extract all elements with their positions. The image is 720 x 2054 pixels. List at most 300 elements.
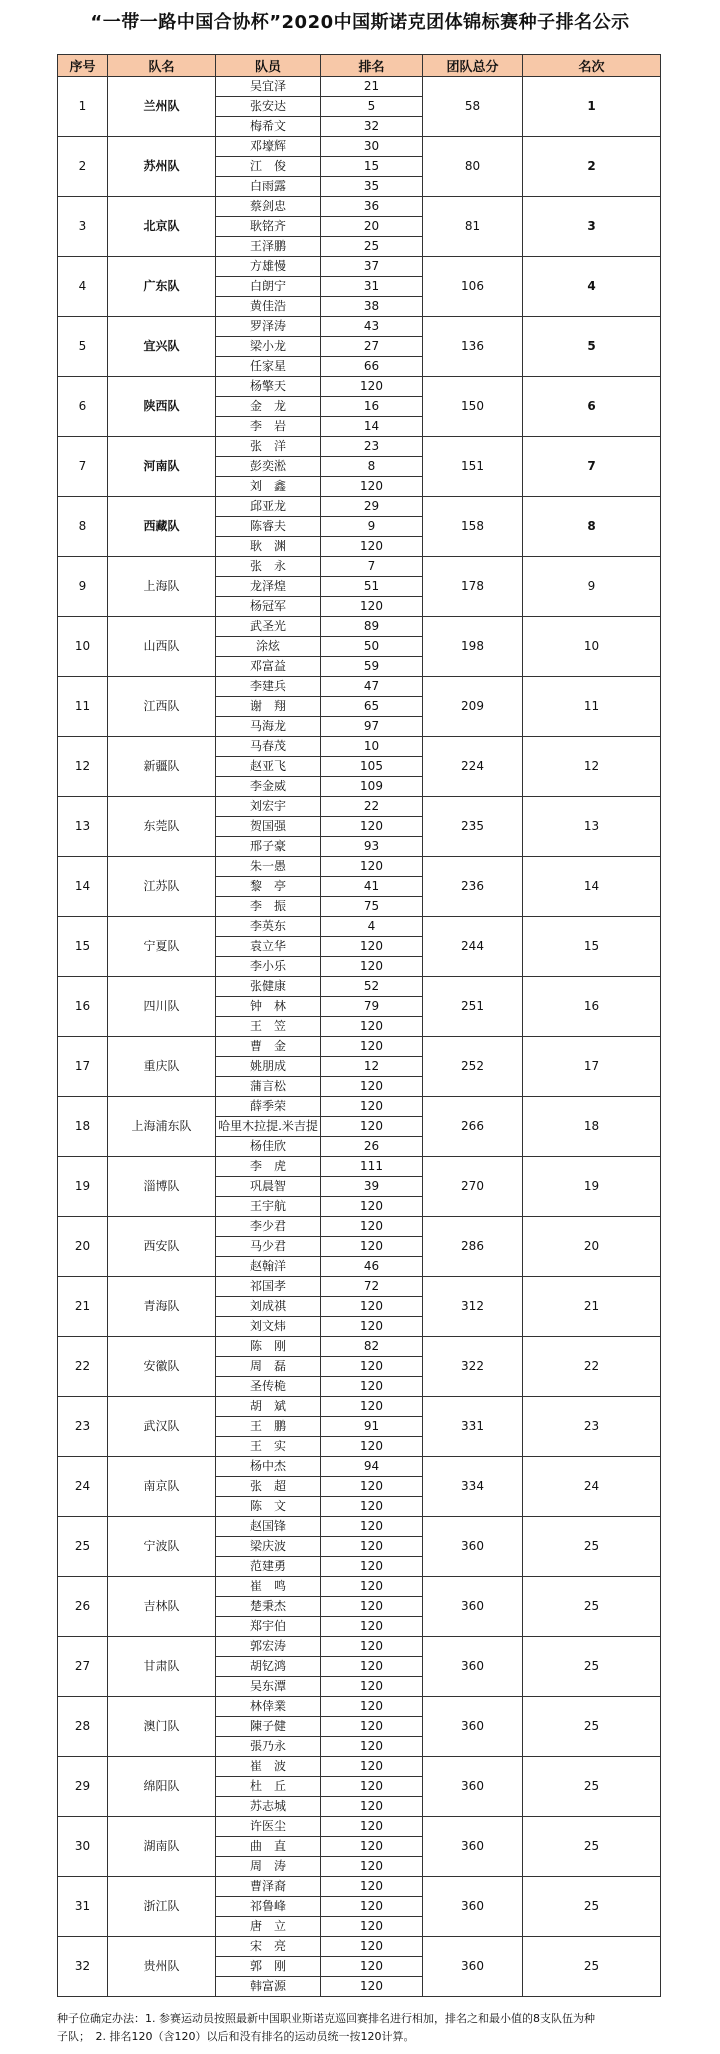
member-rank-cell: 120 bbox=[321, 857, 423, 877]
member-rank-cell: 75 bbox=[321, 897, 423, 917]
team-number-cell: 24 bbox=[58, 1457, 108, 1517]
team-number-cell: 20 bbox=[58, 1217, 108, 1277]
team-number-cell: 3 bbox=[58, 197, 108, 257]
table-row bbox=[58, 77, 661, 97]
team-place-cell: 1 bbox=[523, 77, 661, 137]
member-name-cell: 贺国强 bbox=[216, 817, 321, 837]
team-total-cell: 251 bbox=[423, 977, 523, 1037]
table-row bbox=[58, 917, 661, 937]
team-name-cell: 上海浦东队 bbox=[108, 1097, 216, 1157]
member-rank-cell: 120 bbox=[321, 1757, 423, 1777]
member-name-cell: 陈 刚 bbox=[216, 1337, 321, 1357]
team-name-cell: 东莞队 bbox=[108, 797, 216, 857]
team-name-cell: 安徽队 bbox=[108, 1337, 216, 1397]
team-number-cell: 19 bbox=[58, 1157, 108, 1217]
table-row bbox=[58, 617, 661, 637]
team-place-cell: 25 bbox=[523, 1937, 661, 1997]
member-rank-cell: 32 bbox=[321, 117, 423, 137]
member-name-cell: 涂炫 bbox=[216, 637, 321, 657]
member-rank-cell: 14 bbox=[321, 417, 423, 437]
team-total-cell: 266 bbox=[423, 1097, 523, 1157]
member-name-cell: 张 洋 bbox=[216, 437, 321, 457]
member-rank-cell: 120 bbox=[321, 1717, 423, 1737]
member-rank-cell: 38 bbox=[321, 297, 423, 317]
table-row bbox=[58, 1817, 661, 1837]
member-rank-cell: 120 bbox=[321, 1557, 423, 1577]
team-number-cell: 29 bbox=[58, 1757, 108, 1817]
team-total-cell: 360 bbox=[423, 1637, 523, 1697]
member-rank-cell: 10 bbox=[321, 737, 423, 757]
member-name-cell: 胡 斌 bbox=[216, 1397, 321, 1417]
member-rank-cell: 120 bbox=[321, 537, 423, 557]
member-name-cell: 郭宏涛 bbox=[216, 1637, 321, 1657]
team-total-cell: 360 bbox=[423, 1937, 523, 1997]
member-name-cell: 林倖業 bbox=[216, 1697, 321, 1717]
team-number-cell: 25 bbox=[58, 1517, 108, 1577]
team-name-cell: 江苏队 bbox=[108, 857, 216, 917]
member-name-cell: 王 笠 bbox=[216, 1017, 321, 1037]
member-name-cell: 刘成祺 bbox=[216, 1297, 321, 1317]
team-name-cell: 兰州队 bbox=[108, 77, 216, 137]
member-rank-cell: 43 bbox=[321, 317, 423, 337]
team-total-cell: 360 bbox=[423, 1577, 523, 1637]
team-total-cell: 322 bbox=[423, 1337, 523, 1397]
team-total-cell: 236 bbox=[423, 857, 523, 917]
team-number-cell: 7 bbox=[58, 437, 108, 497]
member-rank-cell: 120 bbox=[321, 817, 423, 837]
team-place-cell: 15 bbox=[523, 917, 661, 977]
member-name-cell: 邓富益 bbox=[216, 657, 321, 677]
team-name-cell: 青海队 bbox=[108, 1277, 216, 1337]
team-number-cell: 14 bbox=[58, 857, 108, 917]
team-place-cell: 4 bbox=[523, 257, 661, 317]
seed-ranking-table bbox=[57, 54, 661, 1997]
team-number-cell: 23 bbox=[58, 1397, 108, 1457]
team-number-cell: 27 bbox=[58, 1637, 108, 1697]
member-name-cell: 曹泽裔 bbox=[216, 1877, 321, 1897]
member-rank-cell: 120 bbox=[321, 477, 423, 497]
member-rank-cell: 120 bbox=[321, 1577, 423, 1597]
member-rank-cell: 65 bbox=[321, 697, 423, 717]
member-rank-cell: 109 bbox=[321, 777, 423, 797]
member-name-cell: 蔡剑忠 bbox=[216, 197, 321, 217]
member-rank-cell: 59 bbox=[321, 657, 423, 677]
table-row bbox=[58, 1877, 661, 1897]
team-name-cell: 山西队 bbox=[108, 617, 216, 677]
member-rank-cell: 50 bbox=[321, 637, 423, 657]
member-name-cell: 李 振 bbox=[216, 897, 321, 917]
team-number-cell: 30 bbox=[58, 1817, 108, 1877]
team-name-cell: 北京队 bbox=[108, 197, 216, 257]
member-name-cell: 马海龙 bbox=[216, 717, 321, 737]
member-name-cell: 祁鲁峰 bbox=[216, 1897, 321, 1917]
team-place-cell: 21 bbox=[523, 1277, 661, 1337]
team-total-cell: 158 bbox=[423, 497, 523, 557]
team-number-cell: 15 bbox=[58, 917, 108, 977]
member-name-cell: 崔 波 bbox=[216, 1757, 321, 1777]
member-rank-cell: 52 bbox=[321, 977, 423, 997]
column-header-team: 队名 bbox=[108, 55, 216, 77]
team-name-cell: 新疆队 bbox=[108, 737, 216, 797]
team-place-cell: 25 bbox=[523, 1817, 661, 1877]
team-place-cell: 9 bbox=[523, 557, 661, 617]
team-number-cell: 28 bbox=[58, 1697, 108, 1757]
page-title: “一带一路中国合协杯”2020中国斯诺克团体锦标赛种子排名公示 bbox=[90, 12, 630, 33]
member-rank-cell: 23 bbox=[321, 437, 423, 457]
member-rank-cell: 35 bbox=[321, 177, 423, 197]
member-rank-cell: 82 bbox=[321, 1337, 423, 1357]
member-rank-cell: 120 bbox=[321, 1957, 423, 1977]
member-rank-cell: 25 bbox=[321, 237, 423, 257]
member-rank-cell: 8 bbox=[321, 457, 423, 477]
member-name-cell: 刘 鑫 bbox=[216, 477, 321, 497]
member-name-cell: 梁小龙 bbox=[216, 337, 321, 357]
member-rank-cell: 120 bbox=[321, 1517, 423, 1537]
team-total-cell: 150 bbox=[423, 377, 523, 437]
member-name-cell: 许医尘 bbox=[216, 1817, 321, 1837]
member-rank-cell: 105 bbox=[321, 757, 423, 777]
member-rank-cell: 120 bbox=[321, 1297, 423, 1317]
member-rank-cell: 120 bbox=[321, 1437, 423, 1457]
member-name-cell: 杨擎天 bbox=[216, 377, 321, 397]
member-rank-cell: 120 bbox=[321, 1497, 423, 1517]
member-rank-cell: 27 bbox=[321, 337, 423, 357]
team-name-cell: 河南队 bbox=[108, 437, 216, 497]
member-rank-cell: 20 bbox=[321, 217, 423, 237]
team-total-cell: 360 bbox=[423, 1757, 523, 1817]
team-name-cell: 江西队 bbox=[108, 677, 216, 737]
member-rank-cell: 120 bbox=[321, 1737, 423, 1757]
team-name-cell: 湖南队 bbox=[108, 1817, 216, 1877]
table-row bbox=[58, 1037, 661, 1057]
member-rank-cell: 37 bbox=[321, 257, 423, 277]
member-name-cell: 李建兵 bbox=[216, 677, 321, 697]
footnote-line-2: 子队； 2. 排名120（含120）以后和没有排名的运动员统一按120计算。 bbox=[57, 2030, 415, 2043]
team-place-cell: 14 bbox=[523, 857, 661, 917]
member-name-cell: 李 岩 bbox=[216, 417, 321, 437]
team-total-cell: 58 bbox=[423, 77, 523, 137]
team-number-cell: 9 bbox=[58, 557, 108, 617]
member-rank-cell: 51 bbox=[321, 577, 423, 597]
member-rank-cell: 72 bbox=[321, 1277, 423, 1297]
table-row bbox=[58, 1397, 661, 1417]
team-number-cell: 21 bbox=[58, 1277, 108, 1337]
member-name-cell: 李金威 bbox=[216, 777, 321, 797]
team-place-cell: 8 bbox=[523, 497, 661, 557]
member-rank-cell: 7 bbox=[321, 557, 423, 577]
member-name-cell: 杨佳欣 bbox=[216, 1137, 321, 1157]
member-rank-cell: 120 bbox=[321, 1857, 423, 1877]
team-number-cell: 4 bbox=[58, 257, 108, 317]
table-row bbox=[58, 1517, 661, 1537]
member-name-cell: 周 涛 bbox=[216, 1857, 321, 1877]
member-name-cell: 唐 立 bbox=[216, 1917, 321, 1937]
member-rank-cell: 12 bbox=[321, 1057, 423, 1077]
team-number-cell: 8 bbox=[58, 497, 108, 557]
team-place-cell: 25 bbox=[523, 1877, 661, 1937]
member-name-cell: 祁国孝 bbox=[216, 1277, 321, 1297]
team-name-cell: 广东队 bbox=[108, 257, 216, 317]
table-row bbox=[58, 1697, 661, 1717]
member-name-cell: 梅希文 bbox=[216, 117, 321, 137]
member-name-cell: 陈 文 bbox=[216, 1497, 321, 1517]
team-number-cell: 22 bbox=[58, 1337, 108, 1397]
team-total-cell: 270 bbox=[423, 1157, 523, 1217]
member-name-cell: 胡钇鸿 bbox=[216, 1657, 321, 1677]
team-name-cell: 苏州队 bbox=[108, 137, 216, 197]
member-name-cell: 金 龙 bbox=[216, 397, 321, 417]
member-rank-cell: 15 bbox=[321, 157, 423, 177]
member-name-cell: 张 超 bbox=[216, 1477, 321, 1497]
team-name-cell: 宁夏队 bbox=[108, 917, 216, 977]
team-name-cell: 陕西队 bbox=[108, 377, 216, 437]
team-total-cell: 80 bbox=[423, 137, 523, 197]
member-rank-cell: 120 bbox=[321, 1117, 423, 1137]
member-name-cell: 张 永 bbox=[216, 557, 321, 577]
member-rank-cell: 47 bbox=[321, 677, 423, 697]
team-total-cell: 360 bbox=[423, 1697, 523, 1757]
member-rank-cell: 120 bbox=[321, 1797, 423, 1817]
member-name-cell: 王宇航 bbox=[216, 1197, 321, 1217]
table-row bbox=[58, 1637, 661, 1657]
table-row bbox=[58, 1217, 661, 1237]
member-name-cell: 钟 林 bbox=[216, 997, 321, 1017]
team-total-cell: 360 bbox=[423, 1877, 523, 1937]
member-rank-cell: 120 bbox=[321, 1077, 423, 1097]
member-rank-cell: 120 bbox=[321, 1377, 423, 1397]
member-name-cell: 杜 丘 bbox=[216, 1777, 321, 1797]
team-number-cell: 13 bbox=[58, 797, 108, 857]
member-rank-cell: 26 bbox=[321, 1137, 423, 1157]
member-name-cell: 曲 直 bbox=[216, 1837, 321, 1857]
member-name-cell: 吴宜泽 bbox=[216, 77, 321, 97]
member-rank-cell: 66 bbox=[321, 357, 423, 377]
member-name-cell: 白雨露 bbox=[216, 177, 321, 197]
team-number-cell: 32 bbox=[58, 1937, 108, 1997]
team-place-cell: 3 bbox=[523, 197, 661, 257]
team-place-cell: 19 bbox=[523, 1157, 661, 1217]
column-header-place: 名次 bbox=[523, 55, 661, 77]
member-rank-cell: 120 bbox=[321, 1317, 423, 1337]
footnote-line-1: 种子位确定办法：1. 参赛运动员按照最新中国职业斯诺克巡回赛排名进行相加，排名之和最小值的8支队伍为种 bbox=[57, 2012, 595, 2025]
team-total-cell: 286 bbox=[423, 1217, 523, 1277]
member-name-cell: 苏志城 bbox=[216, 1797, 321, 1817]
member-name-cell: 韩富源 bbox=[216, 1977, 321, 1997]
team-place-cell: 7 bbox=[523, 437, 661, 497]
team-place-cell: 5 bbox=[523, 317, 661, 377]
member-name-cell: 崔 鸣 bbox=[216, 1577, 321, 1597]
member-name-cell: 張乃永 bbox=[216, 1737, 321, 1757]
member-rank-cell: 31 bbox=[321, 277, 423, 297]
team-place-cell: 11 bbox=[523, 677, 661, 737]
member-name-cell: 白朗宁 bbox=[216, 277, 321, 297]
team-number-cell: 16 bbox=[58, 977, 108, 1037]
member-rank-cell: 120 bbox=[321, 1217, 423, 1237]
column-header-rank: 排名 bbox=[321, 55, 423, 77]
team-place-cell: 2 bbox=[523, 137, 661, 197]
team-name-cell: 贵州队 bbox=[108, 1937, 216, 1997]
table-row bbox=[58, 317, 661, 337]
member-name-cell: 李少君 bbox=[216, 1217, 321, 1237]
member-rank-cell: 21 bbox=[321, 77, 423, 97]
member-rank-cell: 120 bbox=[321, 1197, 423, 1217]
member-rank-cell: 120 bbox=[321, 1397, 423, 1417]
member-rank-cell: 120 bbox=[321, 1977, 423, 1997]
team-number-cell: 6 bbox=[58, 377, 108, 437]
table-row bbox=[58, 257, 661, 277]
member-rank-cell: 120 bbox=[321, 1817, 423, 1837]
member-name-cell: 王 实 bbox=[216, 1437, 321, 1457]
member-name-cell: 赵亚飞 bbox=[216, 757, 321, 777]
member-name-cell: 马春茂 bbox=[216, 737, 321, 757]
table-row bbox=[58, 557, 661, 577]
member-rank-cell: 120 bbox=[321, 1837, 423, 1857]
footnote bbox=[57, 2010, 677, 2046]
team-total-cell: 331 bbox=[423, 1397, 523, 1457]
table-row bbox=[58, 497, 661, 517]
team-place-cell: 23 bbox=[523, 1397, 661, 1457]
member-rank-cell: 120 bbox=[321, 1357, 423, 1377]
member-name-cell: 张安达 bbox=[216, 97, 321, 117]
member-rank-cell: 120 bbox=[321, 1777, 423, 1797]
member-name-cell: 杨冠军 bbox=[216, 597, 321, 617]
member-name-cell: 龙泽煌 bbox=[216, 577, 321, 597]
member-name-cell: 罗泽涛 bbox=[216, 317, 321, 337]
member-name-cell: 袁立华 bbox=[216, 937, 321, 957]
team-total-cell: 178 bbox=[423, 557, 523, 617]
table-row bbox=[58, 1457, 661, 1477]
member-rank-cell: 91 bbox=[321, 1417, 423, 1437]
member-name-cell: 赵国锋 bbox=[216, 1517, 321, 1537]
team-name-cell: 南京队 bbox=[108, 1457, 216, 1517]
member-rank-cell: 120 bbox=[321, 1677, 423, 1697]
team-place-cell: 25 bbox=[523, 1517, 661, 1577]
member-rank-cell: 41 bbox=[321, 877, 423, 897]
member-name-cell: 杨中杰 bbox=[216, 1457, 321, 1477]
member-rank-cell: 120 bbox=[321, 1937, 423, 1957]
member-name-cell: 李 虎 bbox=[216, 1157, 321, 1177]
team-place-cell: 25 bbox=[523, 1577, 661, 1637]
member-name-cell: 梁庆波 bbox=[216, 1537, 321, 1557]
member-name-cell: 彭奕淞 bbox=[216, 457, 321, 477]
team-total-cell: 81 bbox=[423, 197, 523, 257]
column-header-members: 队员 bbox=[216, 55, 321, 77]
member-name-cell: 范建勇 bbox=[216, 1557, 321, 1577]
member-name-cell: 方雄慢 bbox=[216, 257, 321, 277]
team-number-cell: 1 bbox=[58, 77, 108, 137]
team-total-cell: 312 bbox=[423, 1277, 523, 1337]
team-name-cell: 武汉队 bbox=[108, 1397, 216, 1457]
member-name-cell: 薛季荣 bbox=[216, 1097, 321, 1117]
team-number-cell: 17 bbox=[58, 1037, 108, 1097]
member-rank-cell: 120 bbox=[321, 1597, 423, 1617]
member-name-cell: 刘文炜 bbox=[216, 1317, 321, 1337]
member-name-cell: 周 磊 bbox=[216, 1357, 321, 1377]
member-name-cell: 蒲言松 bbox=[216, 1077, 321, 1097]
team-number-cell: 10 bbox=[58, 617, 108, 677]
member-name-cell: 哈里木拉提.米吉提 bbox=[216, 1117, 321, 1137]
member-name-cell: 任家星 bbox=[216, 357, 321, 377]
member-name-cell: 黄佳浩 bbox=[216, 297, 321, 317]
member-name-cell: 吴东潭 bbox=[216, 1677, 321, 1697]
member-rank-cell: 46 bbox=[321, 1257, 423, 1277]
member-name-cell: 谢 翔 bbox=[216, 697, 321, 717]
member-name-cell: 武圣光 bbox=[216, 617, 321, 637]
table-row bbox=[58, 737, 661, 757]
table-body bbox=[58, 77, 661, 1997]
table-row bbox=[58, 437, 661, 457]
member-name-cell: 马少君 bbox=[216, 1237, 321, 1257]
member-rank-cell: 120 bbox=[321, 1537, 423, 1557]
team-place-cell: 25 bbox=[523, 1637, 661, 1697]
member-name-cell: 邢子豪 bbox=[216, 837, 321, 857]
team-total-cell: 244 bbox=[423, 917, 523, 977]
team-number-cell: 12 bbox=[58, 737, 108, 797]
team-number-cell: 5 bbox=[58, 317, 108, 377]
team-name-cell: 绵阳队 bbox=[108, 1757, 216, 1817]
team-place-cell: 25 bbox=[523, 1697, 661, 1757]
member-rank-cell: 16 bbox=[321, 397, 423, 417]
table-row bbox=[58, 1157, 661, 1177]
table-row bbox=[58, 1337, 661, 1357]
member-name-cell: 郭 刚 bbox=[216, 1957, 321, 1977]
member-rank-cell: 29 bbox=[321, 497, 423, 517]
member-rank-cell: 79 bbox=[321, 997, 423, 1017]
member-name-cell: 张健康 bbox=[216, 977, 321, 997]
table-row bbox=[58, 1577, 661, 1597]
member-name-cell: 姚朋成 bbox=[216, 1057, 321, 1077]
team-total-cell: 209 bbox=[423, 677, 523, 737]
team-place-cell: 25 bbox=[523, 1757, 661, 1817]
team-total-cell: 136 bbox=[423, 317, 523, 377]
member-name-cell: 陈睿夫 bbox=[216, 517, 321, 537]
team-place-cell: 10 bbox=[523, 617, 661, 677]
table-row bbox=[58, 1097, 661, 1117]
table-row bbox=[58, 377, 661, 397]
member-name-cell: 邓壕辉 bbox=[216, 137, 321, 157]
team-name-cell: 浙江队 bbox=[108, 1877, 216, 1937]
member-rank-cell: 120 bbox=[321, 1917, 423, 1937]
member-rank-cell: 9 bbox=[321, 517, 423, 537]
member-rank-cell: 120 bbox=[321, 957, 423, 977]
team-number-cell: 31 bbox=[58, 1877, 108, 1937]
member-name-cell: 巩晨智 bbox=[216, 1177, 321, 1197]
member-rank-cell: 97 bbox=[321, 717, 423, 737]
member-name-cell: 王泽鹏 bbox=[216, 237, 321, 257]
member-name-cell: 邱亚龙 bbox=[216, 497, 321, 517]
team-name-cell: 吉林队 bbox=[108, 1577, 216, 1637]
team-name-cell: 上海队 bbox=[108, 557, 216, 617]
member-name-cell: 陳子健 bbox=[216, 1717, 321, 1737]
team-total-cell: 151 bbox=[423, 437, 523, 497]
member-rank-cell: 30 bbox=[321, 137, 423, 157]
column-header-number: 序号 bbox=[58, 55, 108, 77]
member-rank-cell: 4 bbox=[321, 917, 423, 937]
team-total-cell: 252 bbox=[423, 1037, 523, 1097]
member-rank-cell: 93 bbox=[321, 837, 423, 857]
team-number-cell: 26 bbox=[58, 1577, 108, 1637]
team-name-cell: 西藏队 bbox=[108, 497, 216, 557]
member-rank-cell: 94 bbox=[321, 1457, 423, 1477]
team-name-cell: 四川队 bbox=[108, 977, 216, 1037]
team-total-cell: 235 bbox=[423, 797, 523, 857]
team-place-cell: 12 bbox=[523, 737, 661, 797]
member-rank-cell: 120 bbox=[321, 1017, 423, 1037]
team-name-cell: 淄博队 bbox=[108, 1157, 216, 1217]
team-total-cell: 224 bbox=[423, 737, 523, 797]
team-name-cell: 宁波队 bbox=[108, 1517, 216, 1577]
member-name-cell: 江 俊 bbox=[216, 157, 321, 177]
